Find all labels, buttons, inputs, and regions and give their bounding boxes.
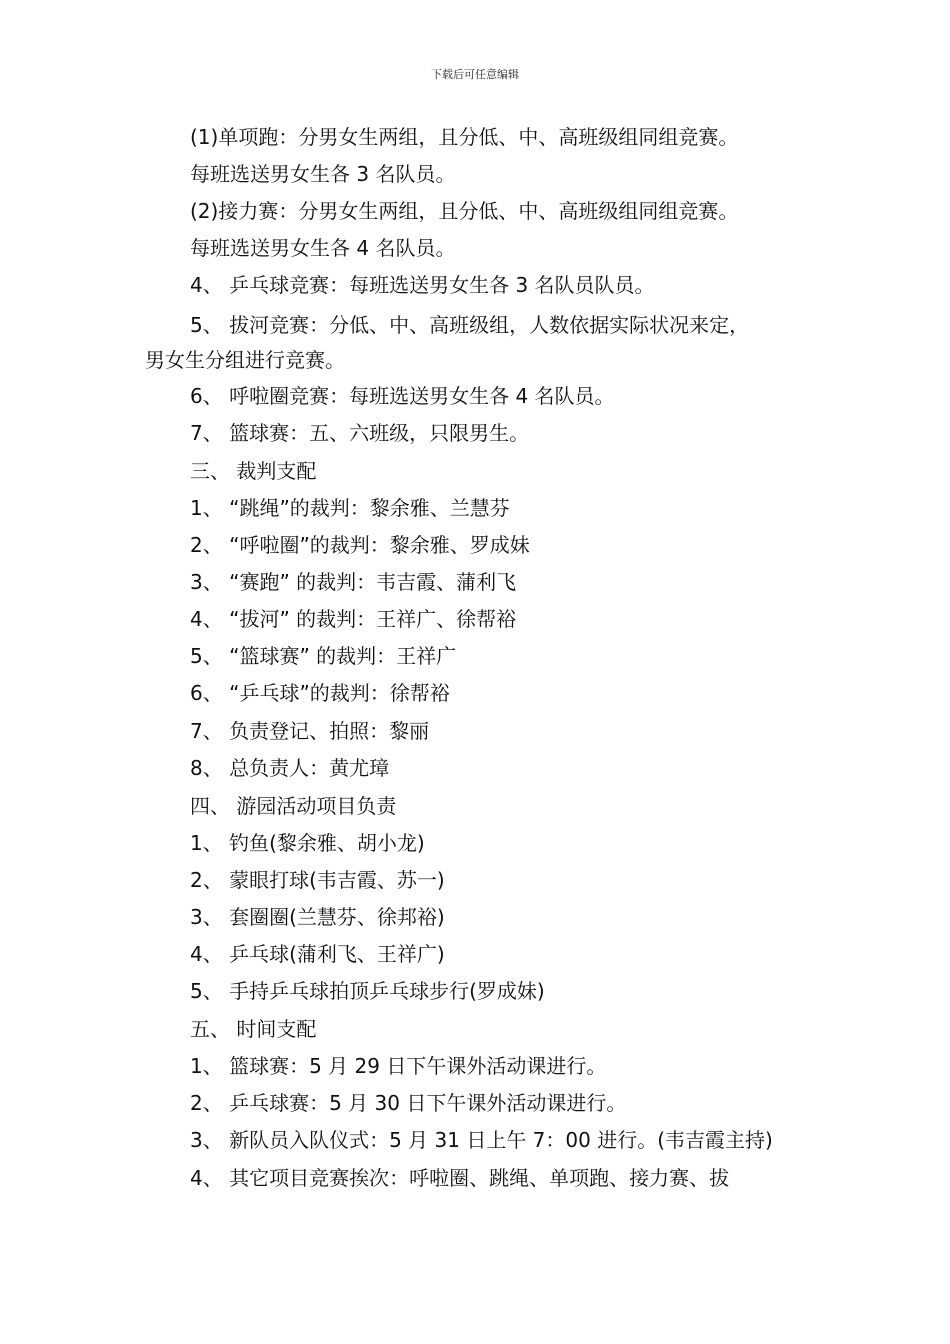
text-line: 5、 手持乒乓球拍顶乒乓球步行(罗成妹) bbox=[190, 979, 545, 1003]
text-line: 4、 其它项目竞赛挨次：呼啦圈、跳绳、单项跑、接力赛、拔 bbox=[190, 1166, 730, 1190]
text-line: 4、 乒乓球(蒲利飞、王祥广) bbox=[190, 942, 445, 966]
text-line: 2、 “呼啦圈”的裁判：黎余雅、罗成妹 bbox=[190, 533, 530, 557]
text-line: 5、 “篮球赛” 的裁判：王祥广 bbox=[190, 644, 457, 668]
section-heading: 五、 时间支配 bbox=[190, 1017, 317, 1041]
text-line: 3、 套圈圈(兰慧芬、徐邦裕) bbox=[190, 905, 445, 929]
text-line: 每班选送男女生各 3 名队员。 bbox=[190, 162, 456, 186]
text-line: 每班选送男女生各 4 名队员。 bbox=[190, 236, 456, 260]
text-line: 7、 负责登记、拍照：黎丽 bbox=[190, 719, 430, 743]
text-line: 2、 蒙眼打球(韦吉霞、苏一) bbox=[190, 868, 445, 892]
text-line: 1、 钓鱼(黎余雅、胡小龙) bbox=[190, 831, 425, 855]
text-line: 男女生分组进行竞赛。 bbox=[145, 348, 345, 372]
text-line: 7、 篮球赛：五、六班级，只限男生。 bbox=[190, 421, 530, 445]
text-line: 3、 “赛跑” 的裁判：韦吉霞、蒲利飞 bbox=[190, 570, 517, 594]
text-line: 2、 乒乓球赛：5 月 30 日下午课外活动课进行。 bbox=[190, 1091, 627, 1115]
text-line: 6、 “乒乓球”的裁判：徐帮裕 bbox=[190, 681, 450, 705]
text-line: 8、 总负责人：黄尤璋 bbox=[190, 756, 390, 780]
text-line: 3、 新队员入队仪式：5 月 31 日上午 7：00 进行。(韦吉霞主持) bbox=[190, 1128, 773, 1152]
page-header: 下载后可任意编辑 bbox=[431, 68, 519, 81]
text-line: 4、 “拔河” 的裁判：王祥广、徐帮裕 bbox=[190, 607, 517, 631]
text-line: (2)接力赛：分男女生两组，且分低、中、高班级组同组竞赛。 bbox=[190, 199, 739, 223]
text-line: (1)单项跑：分男女生两组，且分低、中、高班级组同组竞赛。 bbox=[190, 125, 739, 149]
section-heading: 三、 裁判支配 bbox=[190, 459, 317, 483]
text-line: 6、 呼啦圈竞赛：每班选送男女生各 4 名队员。 bbox=[190, 384, 615, 408]
text-line: 5、 拔河竞赛：分低、中、高班级组，人数依据实际状况来定， bbox=[190, 313, 750, 337]
text-line: 1、 篮球赛：5 月 29 日下午课外活动课进行。 bbox=[190, 1054, 607, 1078]
text-line: 4、 乒乓球竞赛：每班选送男女生各 3 名队员队员。 bbox=[190, 273, 655, 297]
text-line: 1、 “跳绳”的裁判：黎余雅、兰慧芬 bbox=[190, 496, 510, 520]
section-heading: 四、 游园活动项目负责 bbox=[190, 794, 397, 818]
